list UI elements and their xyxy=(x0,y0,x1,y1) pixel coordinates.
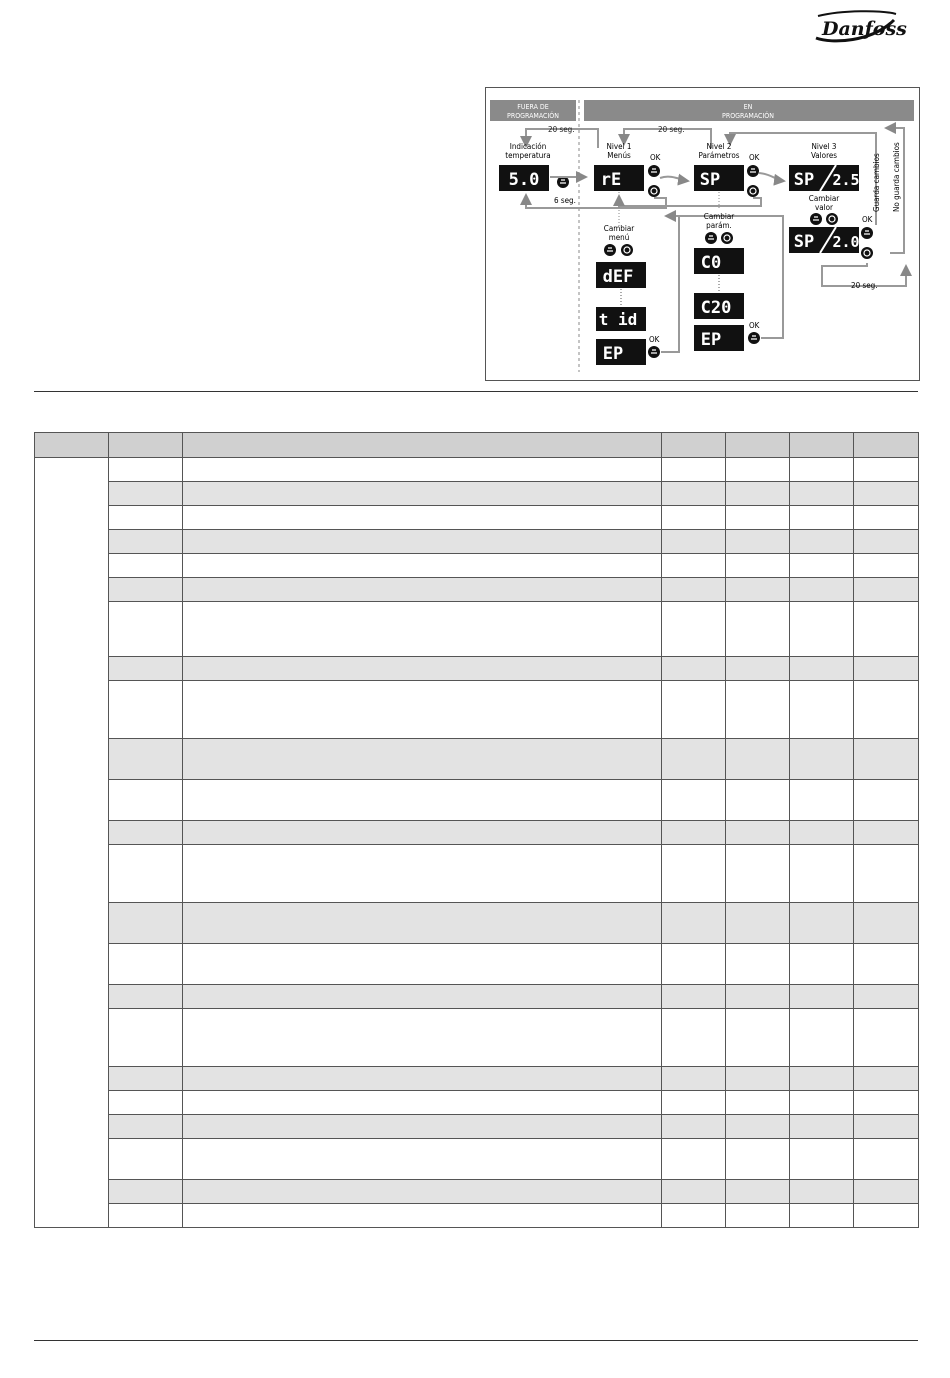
table-cell xyxy=(854,657,919,681)
table-cell xyxy=(662,530,726,554)
table-cell xyxy=(854,1009,919,1067)
table-cell xyxy=(790,1115,854,1139)
table-cell xyxy=(662,1180,726,1204)
table-row xyxy=(35,1067,919,1091)
table-row xyxy=(35,482,919,506)
table-cell xyxy=(183,1115,662,1139)
svg-text:Menús: Menús xyxy=(607,151,631,160)
table-cell xyxy=(109,845,183,903)
table-cell xyxy=(662,739,726,780)
table-header-cell xyxy=(726,433,790,458)
table-cell xyxy=(790,739,854,780)
table-cell xyxy=(854,821,919,845)
table-cell xyxy=(790,657,854,681)
table-cell xyxy=(109,554,183,578)
table-row xyxy=(35,530,919,554)
table-cell xyxy=(854,681,919,739)
table-cell xyxy=(854,530,919,554)
svg-text:Indicación: Indicación xyxy=(509,142,547,151)
table-cell xyxy=(109,1091,183,1115)
table-cell xyxy=(662,482,726,506)
table-cell xyxy=(726,944,790,985)
table-cell xyxy=(790,1204,854,1228)
table-cell xyxy=(109,602,183,657)
table-row xyxy=(35,458,919,482)
table-cell xyxy=(109,506,183,530)
table-cell xyxy=(183,1009,662,1067)
svg-text:t id: t id xyxy=(598,310,638,329)
table-cell xyxy=(854,985,919,1009)
svg-text:OK: OK xyxy=(749,153,760,162)
svg-text:20 seg.: 20 seg. xyxy=(851,281,878,290)
table-row xyxy=(35,739,919,780)
table-cell xyxy=(662,780,726,821)
table-cell xyxy=(662,1067,726,1091)
table-row xyxy=(35,1115,919,1139)
table-cell xyxy=(790,821,854,845)
svg-text:2.5: 2.5 xyxy=(832,171,860,189)
table-cell xyxy=(854,554,919,578)
table-cell xyxy=(726,530,790,554)
svg-text:OK: OK xyxy=(749,321,760,330)
table-row xyxy=(35,821,919,845)
table-cell xyxy=(662,985,726,1009)
svg-text:Nivel 3: Nivel 3 xyxy=(811,142,837,151)
table-cell xyxy=(726,1091,790,1115)
table-cell xyxy=(109,1180,183,1204)
svg-text:20 seg.: 20 seg. xyxy=(548,125,575,134)
table-cell xyxy=(790,1180,854,1204)
parameter-table xyxy=(34,432,919,1228)
table-cell xyxy=(183,821,662,845)
svg-text:SP: SP xyxy=(793,170,815,190)
table-cell xyxy=(109,1067,183,1091)
svg-text:C0: C0 xyxy=(700,253,722,273)
table-row xyxy=(35,780,919,821)
table-cell xyxy=(854,1115,919,1139)
table-cell xyxy=(109,681,183,739)
table-cell xyxy=(183,602,662,657)
table-cell xyxy=(662,821,726,845)
table-cell xyxy=(854,845,919,903)
table-cell xyxy=(183,845,662,903)
table-cell xyxy=(854,780,919,821)
table-row xyxy=(35,985,919,1009)
table-cell xyxy=(854,506,919,530)
table-header-cell xyxy=(854,433,919,458)
svg-text:20 seg.: 20 seg. xyxy=(658,125,685,134)
section-rule xyxy=(34,391,918,392)
table-cell xyxy=(109,657,183,681)
programming-diagram xyxy=(485,87,920,381)
svg-text:2.0: 2.0 xyxy=(832,233,860,251)
table-cell xyxy=(854,602,919,657)
table-cell xyxy=(183,578,662,602)
table-cell xyxy=(790,1009,854,1067)
table-cell xyxy=(790,554,854,578)
table-cell xyxy=(790,944,854,985)
table-cell xyxy=(726,845,790,903)
table-cell xyxy=(790,458,854,482)
table-cell xyxy=(726,482,790,506)
svg-text:Valores: Valores xyxy=(810,151,838,160)
table-cell xyxy=(109,1009,183,1067)
table-cell xyxy=(790,530,854,554)
svg-text:EP: EP xyxy=(602,344,624,364)
table-cell xyxy=(183,554,662,578)
table-cell xyxy=(183,1139,662,1180)
table-row xyxy=(35,657,919,681)
table-cell xyxy=(726,1204,790,1228)
table-cell xyxy=(183,1180,662,1204)
svg-text:PROGRAMACIÓN: PROGRAMACIÓN xyxy=(722,112,774,120)
table-cell xyxy=(109,1139,183,1180)
table-cell xyxy=(183,944,662,985)
table-cell xyxy=(662,602,726,657)
table-cell xyxy=(854,458,919,482)
svg-text:OK: OK xyxy=(862,215,873,224)
svg-text:Cambiar: Cambiar xyxy=(703,212,735,221)
svg-text:EP: EP xyxy=(700,330,722,350)
table-cell xyxy=(726,578,790,602)
table-cell xyxy=(662,506,726,530)
table-row xyxy=(35,1009,919,1067)
table-cell xyxy=(790,506,854,530)
group-cell xyxy=(35,458,109,1228)
table-row xyxy=(35,506,919,530)
table-cell xyxy=(662,1009,726,1067)
table-row xyxy=(35,845,919,903)
svg-text:parám.: parám. xyxy=(706,221,732,230)
table-cell xyxy=(662,1204,726,1228)
table-cell xyxy=(854,1204,919,1228)
table-cell xyxy=(726,458,790,482)
table-cell xyxy=(790,578,854,602)
table-cell xyxy=(854,944,919,985)
table-cell xyxy=(662,458,726,482)
table-cell xyxy=(662,657,726,681)
svg-text:temperatura: temperatura xyxy=(505,151,551,160)
svg-text:5.0: 5.0 xyxy=(508,170,540,190)
table-cell xyxy=(183,1204,662,1228)
table-cell xyxy=(183,1091,662,1115)
brand-wordmark: Danfoss xyxy=(822,18,907,40)
table-cell xyxy=(662,1115,726,1139)
svg-text:Cambiar: Cambiar xyxy=(603,224,635,233)
svg-text:Guarda cambios: Guarda cambios xyxy=(872,153,881,212)
table-cell xyxy=(790,602,854,657)
table-cell xyxy=(109,458,183,482)
table-header-cell xyxy=(183,433,662,458)
table-header-cell xyxy=(35,433,109,458)
svg-text:dEF: dEF xyxy=(602,267,634,287)
table-cell xyxy=(662,903,726,944)
table-cell xyxy=(790,1139,854,1180)
table-cell xyxy=(726,780,790,821)
table-cell xyxy=(854,1067,919,1091)
table-cell xyxy=(854,903,919,944)
svg-text:rE: rE xyxy=(600,170,622,190)
svg-text:FUERA DE: FUERA DE xyxy=(517,103,549,111)
table-header-cell xyxy=(662,433,726,458)
table-row xyxy=(35,681,919,739)
table-cell xyxy=(662,578,726,602)
table-cell xyxy=(662,944,726,985)
table-cell xyxy=(662,554,726,578)
svg-text:No guarda cambios: No guarda cambios xyxy=(892,142,901,212)
svg-text:Nivel 2: Nivel 2 xyxy=(706,142,732,151)
table-cell xyxy=(183,530,662,554)
table-cell xyxy=(183,739,662,780)
table-cell xyxy=(726,657,790,681)
table-cell xyxy=(726,554,790,578)
table-cell xyxy=(726,1139,790,1180)
svg-text:Parámetros: Parámetros xyxy=(698,151,740,160)
table-cell xyxy=(854,1139,919,1180)
table-row xyxy=(35,1091,919,1115)
table-cell xyxy=(183,482,662,506)
table-cell xyxy=(662,681,726,739)
danfoss-logo xyxy=(812,8,907,48)
table-cell xyxy=(726,903,790,944)
table-cell xyxy=(109,944,183,985)
table-cell xyxy=(109,578,183,602)
table-cell xyxy=(726,739,790,780)
table-header-row xyxy=(35,433,919,458)
table-cell xyxy=(726,1009,790,1067)
svg-text:Nivel 1: Nivel 1 xyxy=(606,142,632,151)
table-cell xyxy=(790,1067,854,1091)
table-cell xyxy=(726,1067,790,1091)
table-row xyxy=(35,1139,919,1180)
table-cell xyxy=(726,1180,790,1204)
table-cell xyxy=(183,1067,662,1091)
svg-text:PROGRAMACIÓN: PROGRAMACIÓN xyxy=(507,112,559,120)
table-cell xyxy=(854,1180,919,1204)
table-cell xyxy=(726,506,790,530)
table-cell xyxy=(109,739,183,780)
table-cell xyxy=(183,985,662,1009)
table-row xyxy=(35,1204,919,1228)
table-cell xyxy=(790,1091,854,1115)
table-cell xyxy=(662,1091,726,1115)
svg-text:menú: menú xyxy=(608,233,630,242)
table-cell xyxy=(109,903,183,944)
table-cell xyxy=(790,985,854,1009)
table-cell xyxy=(662,845,726,903)
svg-text:SP: SP xyxy=(699,170,721,190)
table-row xyxy=(35,903,919,944)
svg-text:OK: OK xyxy=(649,335,660,344)
table-cell xyxy=(726,985,790,1009)
table-cell xyxy=(109,1204,183,1228)
table-cell xyxy=(183,903,662,944)
table-header-cell xyxy=(790,433,854,458)
table-cell xyxy=(109,985,183,1009)
table-cell xyxy=(854,739,919,780)
table-cell xyxy=(790,681,854,739)
table-cell xyxy=(109,482,183,506)
svg-text:OK: OK xyxy=(650,153,661,162)
table-row xyxy=(35,602,919,657)
table-cell xyxy=(790,482,854,506)
table-row xyxy=(35,1180,919,1204)
table-cell xyxy=(854,482,919,506)
svg-text:EN: EN xyxy=(743,103,753,111)
table-cell xyxy=(790,903,854,944)
table-row xyxy=(35,944,919,985)
svg-text:SP: SP xyxy=(793,232,815,252)
table-cell xyxy=(790,845,854,903)
table-cell xyxy=(854,1091,919,1115)
table-cell xyxy=(726,602,790,657)
svg-text:valor: valor xyxy=(814,203,834,212)
table-header-cell xyxy=(109,433,183,458)
table-cell xyxy=(726,1115,790,1139)
svg-text:Cambiar: Cambiar xyxy=(808,194,840,203)
svg-text:C20: C20 xyxy=(700,298,732,318)
table-row xyxy=(35,554,919,578)
svg-text:6 seg.: 6 seg. xyxy=(554,196,576,205)
footer-rule xyxy=(34,1340,918,1341)
table-cell xyxy=(109,530,183,554)
table-cell xyxy=(183,506,662,530)
table-cell xyxy=(662,1139,726,1180)
table-cell xyxy=(109,1115,183,1139)
table-cell xyxy=(726,681,790,739)
table-cell xyxy=(183,657,662,681)
table-cell xyxy=(183,780,662,821)
table-row xyxy=(35,578,919,602)
table-cell xyxy=(109,780,183,821)
table-cell xyxy=(183,681,662,739)
table-cell xyxy=(790,780,854,821)
table-cell xyxy=(109,821,183,845)
table-cell xyxy=(726,821,790,845)
table-cell xyxy=(854,578,919,602)
table-cell xyxy=(183,458,662,482)
